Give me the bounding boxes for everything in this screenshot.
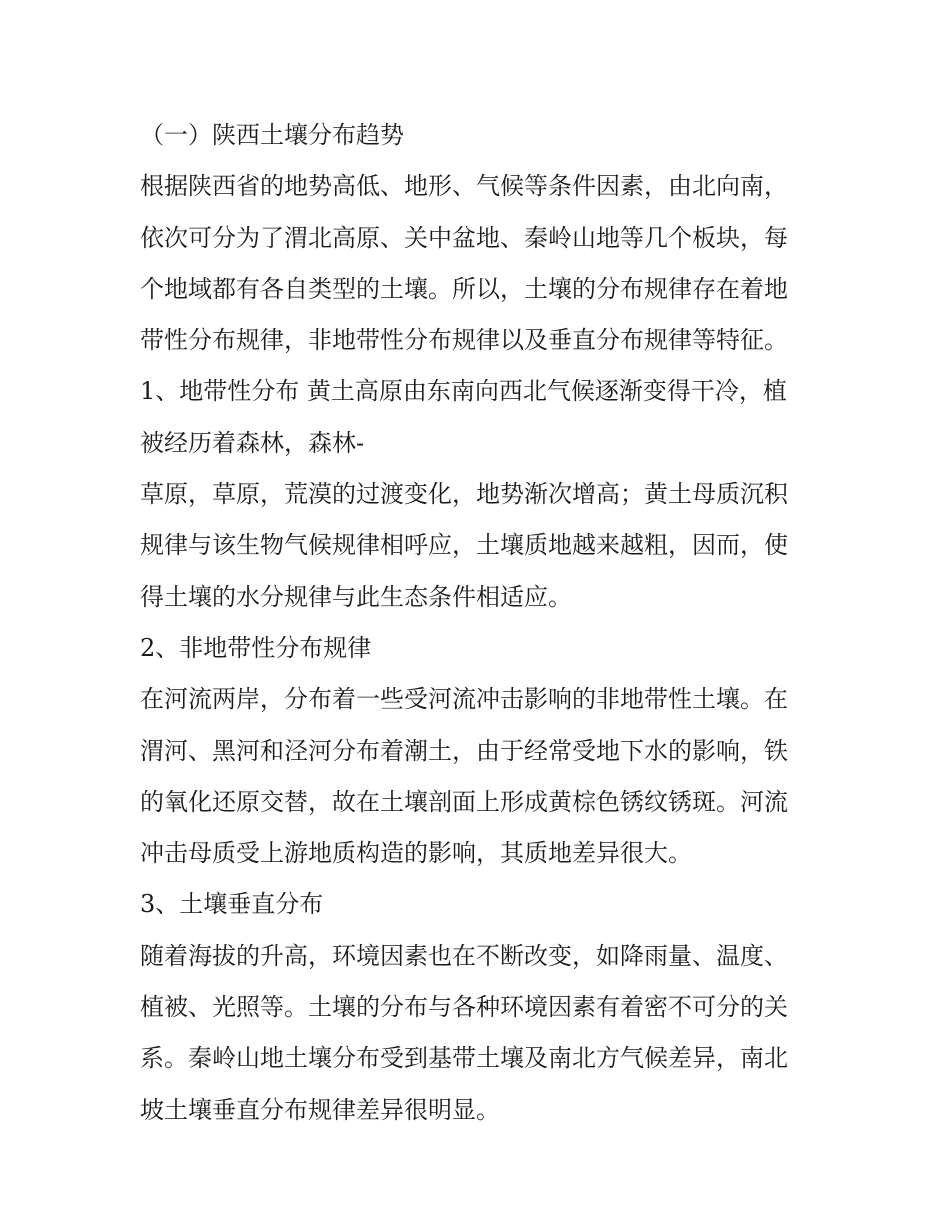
paragraph-line: 在河流两岸，分布着一些受河流冲击影响的非地带性土壤。在 [140,685,788,714]
subsection-1-line: 1、地带性分布 黄土高原由东南向西北气候逐渐变得干冷，植 [140,377,787,406]
paragraph-line: 渭河、黑河和泾河分布着潮土，由于经常受地下水的影响，铁 [140,736,788,765]
paragraph-line: 冲击母质受上游地质构造的影响，其质地差异很大。 [140,839,692,868]
paragraph-line: 依次可分为了渭北高原、关中盆地、秦岭山地等几个板块，每 [140,223,788,252]
paragraph-line: 规律与该生物气候规律相呼应，土壤质地越来越粗，因而，使 [140,531,788,560]
paragraph-line: 随着海拔的升高，环境因素也在不断改变，如降雨量、温度、 [140,941,788,970]
subsection-2-heading: 2、非地带性分布规律 [140,633,372,662]
subsection-3-heading: 3、土壤垂直分布 [140,890,324,919]
paragraph-line: 得土壤的水分规律与此生态条件相适应。 [140,582,572,611]
paragraph-line: 坡土壤垂直分布规律差异很明显。 [140,1095,500,1124]
paragraph-line: 草原，草原，荒漠的过渡变化，地势渐次增高；黄土母质沉积 [140,480,788,509]
paragraph-line: 植被、光照等。土壤的分布与各种环境因素有着密不可分的关 [140,993,788,1022]
paragraph-line: 被经历着森林，森林- [140,428,365,457]
section-heading: （一）陕西土壤分布趋势 [140,121,404,149]
paragraph-line: 系。秦岭山地土壤分布受到基带土壤及南北方气候差异，南北 [140,1044,788,1073]
paragraph-line: 带性分布规律，非地带性分布规律以及垂直分布规律等特征。 [140,326,788,355]
paragraph-line: 个地域都有各自类型的土壤。所以，土壤的分布规律存在着地 [140,274,788,303]
document-page [140,110,820,1136]
paragraph-line: 的氧化还原交替，故在土壤剖面上形成黄棕色锈纹锈斑。河流 [140,787,788,816]
paragraph-line: 根据陕西省的地势高低、地形、气候等条件因素，由北向南， [140,172,788,201]
